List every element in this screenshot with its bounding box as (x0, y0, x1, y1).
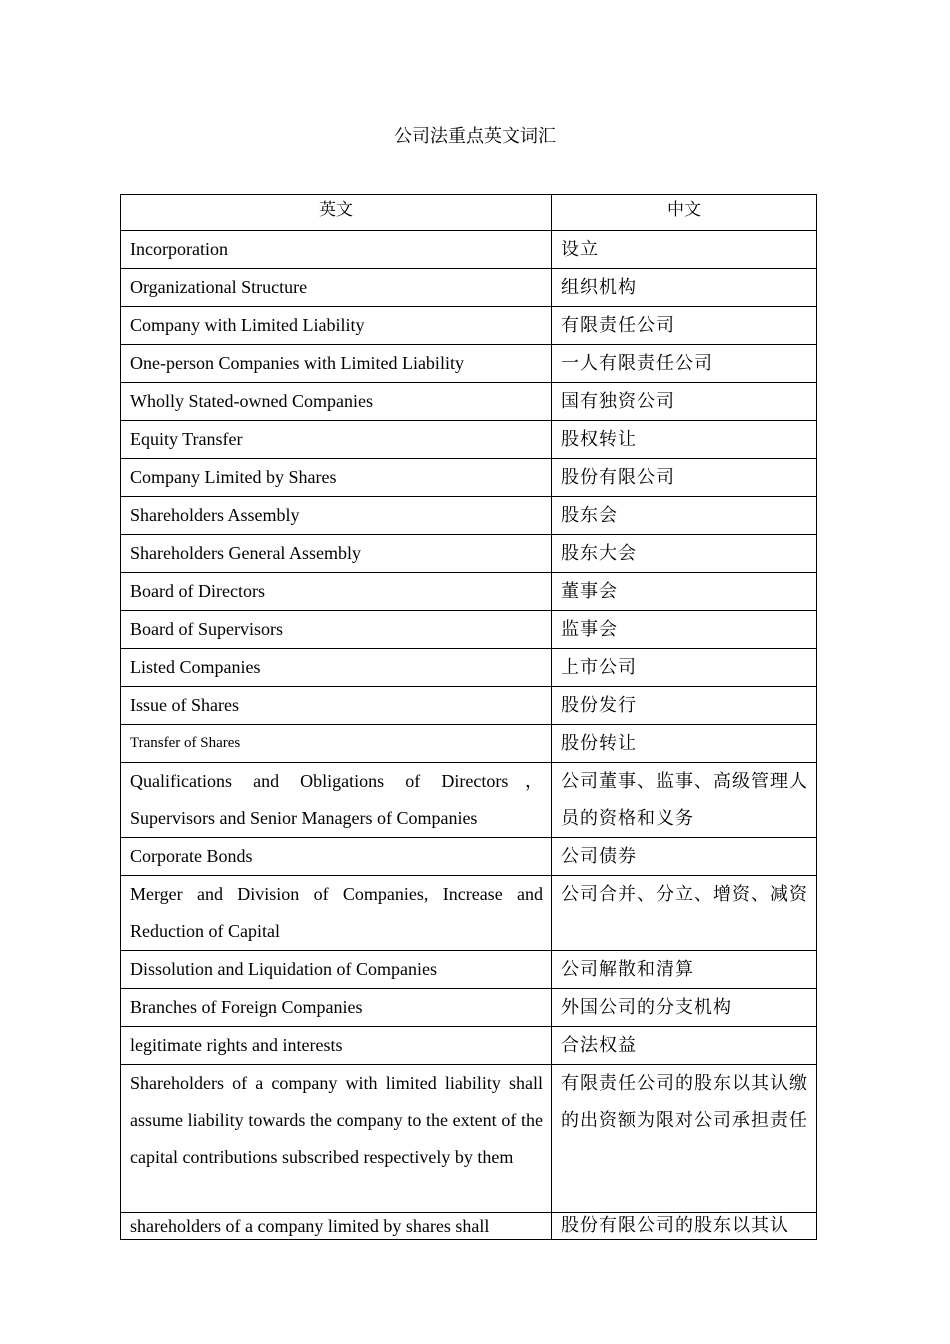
table-row (121, 1027, 817, 1065)
chinese-term: 外国公司的分支机构 (552, 989, 817, 1027)
header-english: 英文 (121, 195, 552, 231)
english-term: legitimate rights and interests (121, 1027, 552, 1065)
chinese-term: 公司合并、分立、增资、减资 (552, 876, 817, 951)
table-row (121, 989, 817, 1027)
chinese-term: 国有独资公司 (552, 383, 817, 421)
chinese-term: 合法权益 (552, 1027, 817, 1065)
english-term: Qualifications and Obligations of Directors，Supervisors and Senior Managers of Companies (121, 763, 552, 838)
table-row (121, 459, 817, 497)
vocabulary-table (120, 194, 817, 1240)
header-chinese: 中文 (552, 195, 817, 231)
english-term: Incorporation (121, 231, 552, 269)
english-term: Company Limited by Shares (121, 459, 552, 497)
table-row (121, 763, 817, 838)
table-row (121, 307, 817, 345)
table-row (121, 1213, 817, 1240)
english-term: Company with Limited Liability (121, 307, 552, 345)
english-term: Shareholders of a company with limited liability shall assume liability towards the company to the extent of the capital contributions subscribed respectively by them (121, 1065, 552, 1213)
table-row (121, 573, 817, 611)
chinese-term: 有限责任公司 (552, 307, 817, 345)
english-term: Transfer of Shares (121, 725, 552, 763)
chinese-term: 公司债券 (552, 838, 817, 876)
chinese-term: 董事会 (552, 573, 817, 611)
english-term: Board of Directors (121, 573, 552, 611)
chinese-term: 股份有限公司 (552, 459, 817, 497)
english-term: Wholly Stated-owned Companies (121, 383, 552, 421)
table-row (121, 231, 817, 269)
english-term: Board of Supervisors (121, 611, 552, 649)
english-term: Listed Companies (121, 649, 552, 687)
english-term: One-person Companies with Limited Liability (121, 345, 552, 383)
table-row (121, 421, 817, 459)
chinese-term: 股东会 (552, 497, 817, 535)
english-term: Issue of Shares (121, 687, 552, 725)
table-row (121, 876, 817, 951)
table-header-row (121, 195, 817, 231)
english-term: Shareholders General Assembly (121, 535, 552, 573)
page-title: 公司法重点英文词汇 (394, 126, 556, 147)
table-row (121, 687, 817, 725)
english-term: Equity Transfer (121, 421, 552, 459)
chinese-term: 股份发行 (552, 687, 817, 725)
english-term: Dissolution and Liquidation of Companies (121, 951, 552, 989)
chinese-term: 有限责任公司的股东以其认缴的出资额为限对公司承担责任 (552, 1065, 817, 1213)
chinese-term: 股份有限公司的股东以其认 (552, 1213, 817, 1240)
table-row (121, 951, 817, 989)
english-term: Organizational Structure (121, 269, 552, 307)
chinese-term: 组织机构 (552, 269, 817, 307)
chinese-term: 公司解散和清算 (552, 951, 817, 989)
english-term: Merger and Division of Companies, Increase and Reduction of Capital (121, 876, 552, 951)
table-row (121, 1065, 817, 1213)
english-term: Corporate Bonds (121, 838, 552, 876)
table-row (121, 838, 817, 876)
table-row (121, 383, 817, 421)
chinese-term: 监事会 (552, 611, 817, 649)
chinese-term: 股份转让 (552, 725, 817, 763)
english-term: shareholders of a company limited by shares shall (121, 1213, 552, 1240)
table-row (121, 611, 817, 649)
chinese-term: 股东大会 (552, 535, 817, 573)
table-row (121, 345, 817, 383)
english-term: Branches of Foreign Companies (121, 989, 552, 1027)
chinese-term: 设立 (552, 231, 817, 269)
chinese-term: 股权转让 (552, 421, 817, 459)
table-row (121, 497, 817, 535)
chinese-term: 一人有限责任公司 (552, 345, 817, 383)
chinese-term: 上市公司 (552, 649, 817, 687)
table-row (121, 535, 817, 573)
table-row (121, 269, 817, 307)
english-term: Shareholders Assembly (121, 497, 552, 535)
table-row (121, 725, 817, 763)
table-row (121, 649, 817, 687)
chinese-term: 公司董事、监事、高级管理人员的资格和义务 (552, 763, 817, 838)
